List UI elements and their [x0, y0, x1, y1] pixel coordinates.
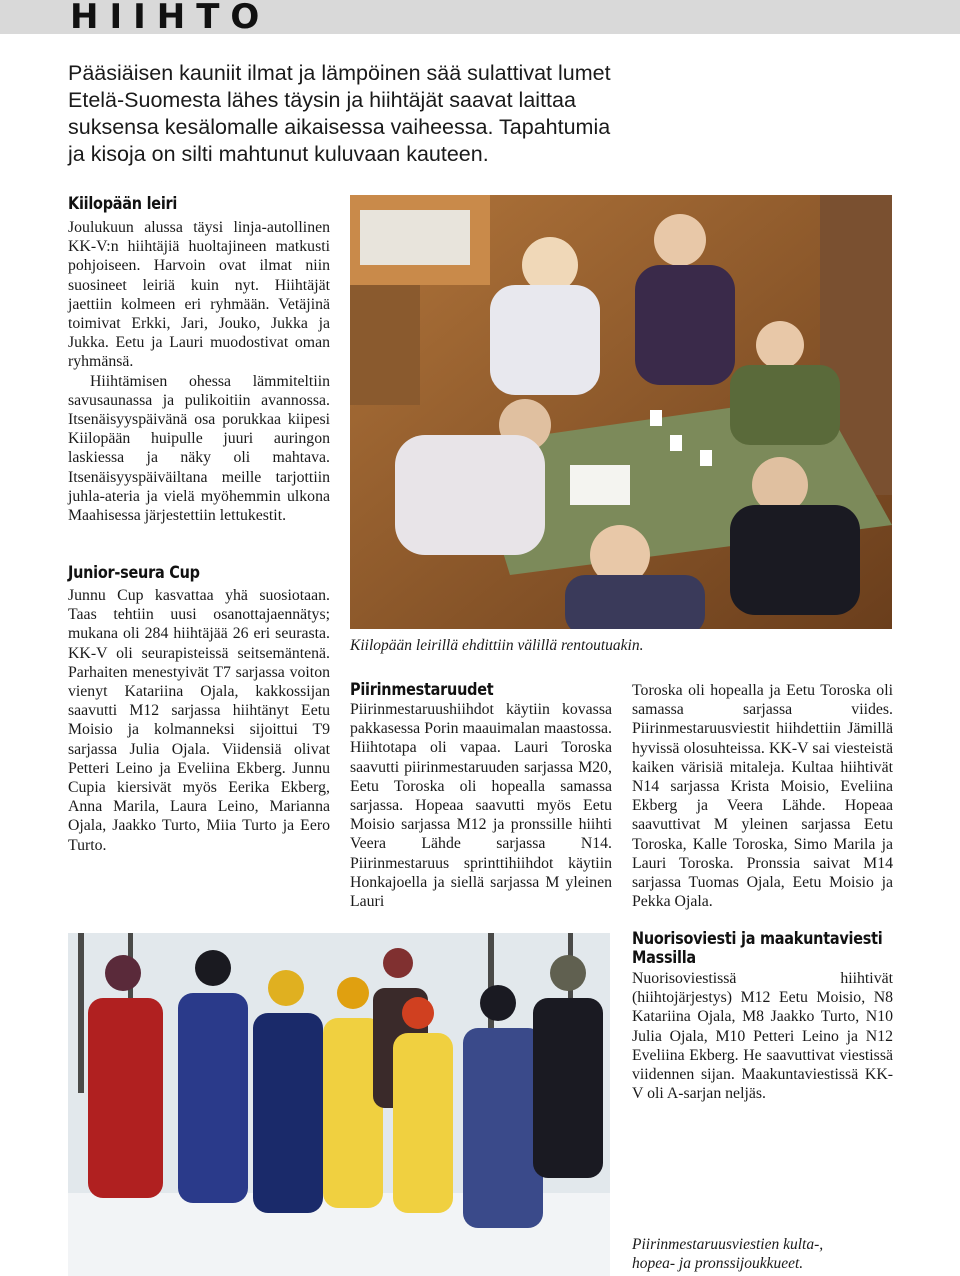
photo-cabin-illustration — [350, 195, 892, 629]
caption-photo-cabin: Kiilopään leirillä ehdittiin välillä rentoutuakin. — [350, 637, 644, 654]
article-junior-cup — [68, 586, 330, 855]
paragraph: Piirinmestaruushiihdot käytiin kovassa pakkasessa Porin maauimalan maastossa. Hiihtotapa oli vapaa. Lauri Toroska saavutti piirinmestaruuden sarjassa M20, Eetu Toroska oli hopealla samassa sarjassa. Hopeaa saavutti myös Eetu Moisio sarjassa M12 ja pronssille hiihti Veera Lähde sarjassa N14. Piirinmestaruus sprinttihiihdot käytiin Honkajoella ja siellä sarjassa M yleinen Lauri — [350, 701, 612, 911]
paragraph: Junnu Cup kasvattaa yhä suosiotaan. Taas tehtiin uusi osanottajaennätys; mukana oli 284 hiihtäjää 26 eri seurasta. KK-V oli seurapisteissä seitsemäntenä. Parhaiten menestyivät T7 sarjassa voiton vienyt Katariina Ojala, kakkossijan saavutti M12 sarjassa hiihtänyt Eetu Moisio ja kolmanneksi sijoittui T9 sarjassa Julia Ojala. Viidensiä olivat Petteri Leino ja Eveliina Ekberg. Junnu Cupia kiersivät myös Eerika Ekberg, Anna Marila, Laura Leino, Marianna Ojala, Jaakko Turto, Miia Turto ja Eero Turto. — [68, 587, 330, 854]
photo-relay-teams — [68, 933, 610, 1276]
photo-relay-illustration — [68, 933, 610, 1276]
caption-line: Piirinmestaruusviestien kulta-, — [632, 1236, 824, 1253]
photo-cabin-cards — [350, 195, 892, 629]
article-piirinmestaruudet-col1 — [350, 700, 612, 911]
page-title: HIIHTO — [70, 0, 271, 37]
paragraph: Hiihtämisen ohessa lämmiteltiin savusaunassa ja pulikoitiin avannossa. Itsenäisyyspäivänä osa porukkaa kiipesi Kiilopään huipulle juuri auringon laskiessa ja näky oli mahtava. Itsenäisyyspäiväiltana meille tarjottiin juhla-ateria ja vielä myöhemmin ulkona Maahisessa järjestettiin lettukestit. — [68, 372, 330, 525]
heading-junior-cup: Junior-seura Cup — [68, 563, 200, 583]
heading-piirinmestaruudet: Piirinmestaruudet — [350, 680, 494, 700]
heading-kiilopaa: Kiilopään leiri — [68, 194, 178, 214]
caption-photo-relay — [632, 1235, 892, 1273]
article-nuorisoviesti — [632, 969, 893, 1103]
paragraph: Nuorisoviestissä hiihtivät (hiihtojärjestys) M12 Eetu Moisio, N8 Katariina Ojala, M8 Jaakko Turto, N10 Julia Ojala, M10 Petteri Leino ja N12 Eveliina Ekberg. He saavuttivat viestissä viidennen sijan. Maakuntaviestissä KK-V oli A-sarjan neljäs. — [632, 970, 893, 1103]
intro-paragraph: Pääsiäisen kauniit ilmat ja lämpöinen sää sulattivat lumet Etelä-Suomesta lähes täysin ja hiihtäjät saavat laittaa suksensa kesälomalle aikaisessa vaiheessa. Tapahtumia ja kisoja on silti mahtunut kuluvaan kauteen. — [68, 61, 611, 166]
paragraph: Toroska oli hopealla ja Eetu Toroska oli samassa sarjassa viides. Piirinmestaruusviestit hiihdettiin Jämillä hyvissä olosuhteissa. KK-V sai viesteistä kaiken värisiä mitaleja. Kultaa hiihtivät N14 sarjassa Krista Moisio, Eveliina Ekberg ja Veera Lähde. Hopeaa saavuttivat M yleinen sarjassa Eetu Toroska, Kalle Toroska, Simo Marila ja Lauri Toroska. Pronssia saivat M14 sarjassa Tuomas Ojala, Eetu Moisio ja Pekka Ojala. — [632, 682, 893, 911]
heading-nuorisoviesti-line1: Nuorisoviesti ja maakuntaviesti — [632, 929, 883, 949]
paragraph: Joulukuun alussa täysi linja-autollinen KK-V:n hiihtäjiä huoltajineen matkusti pohjoiseen. Harvoin ovat ilmat niin suosineet leiriä kuin nyt. Hiihtäjät jaettiin kolmeen eri ryhmään. Vetäjinä toimivat Erkki, Jari, Jouko, Jukka ja Jukka. Eetu ja Lauri muodostivat oman ryhmänsä. — [68, 219, 330, 371]
heading-nuorisoviesti-line2: Massilla — [632, 948, 696, 968]
caption-line: hopea- ja pronssijoukkueet. — [632, 1255, 804, 1272]
article-kiilopaa — [68, 218, 330, 525]
article-piirinmestaruudet-col2 — [632, 681, 893, 911]
